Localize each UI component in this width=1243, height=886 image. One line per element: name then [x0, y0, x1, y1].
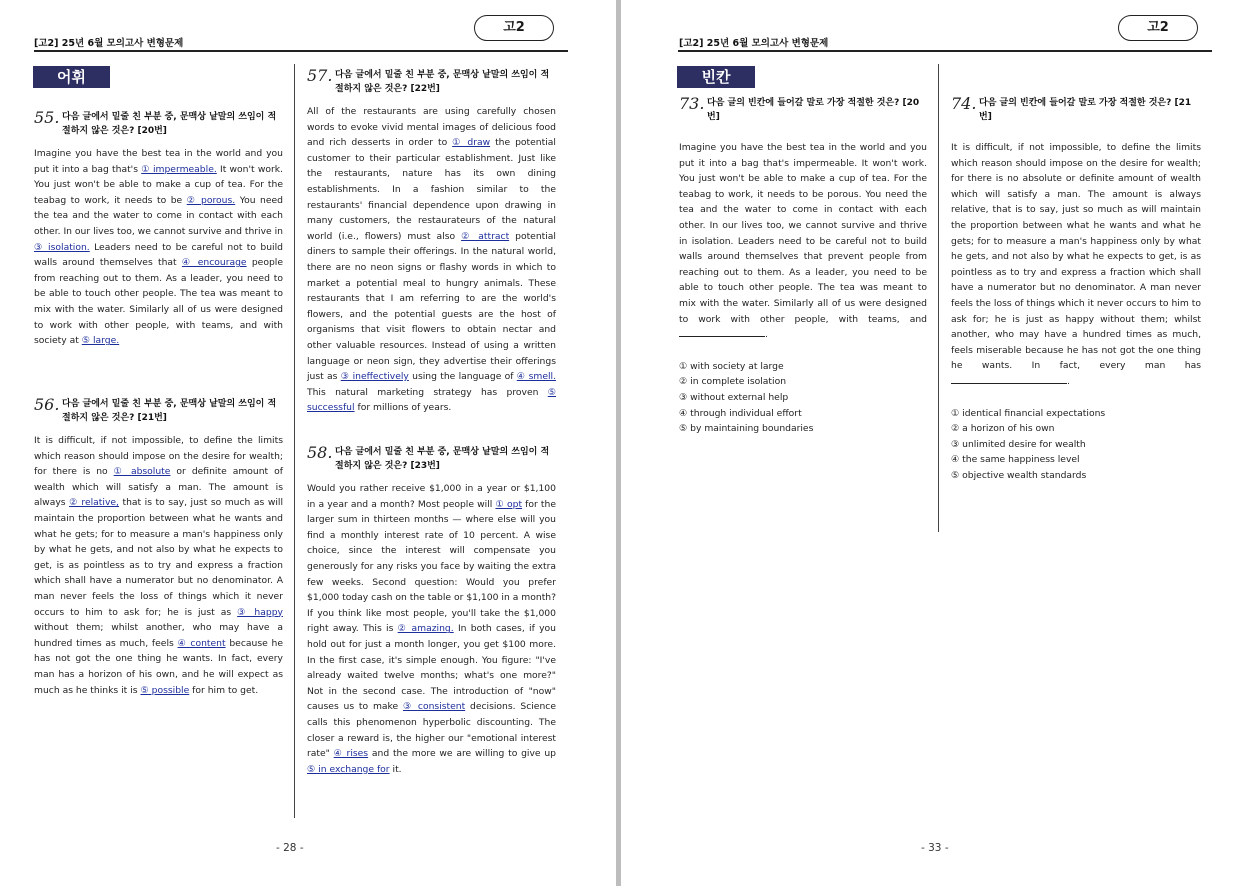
question-74 [951, 96, 1201, 483]
question-56 [34, 397, 283, 698]
choice-item: ⑤ by maintaining boundaries [679, 423, 814, 435]
question-number: 58. [307, 443, 333, 462]
question-prompt: 다음 글에서 밑줄 친 부분 중, 문맥상 낱말의 쓰임이 적절하지 않은 것은? [20번] [62, 112, 277, 136]
grade-badge: 고2 [474, 15, 554, 41]
column-divider [938, 64, 939, 532]
underlined-choice: ③ isolation. [34, 241, 90, 253]
underlined-choice: ① impermeable. [141, 163, 217, 175]
underlined-choice: ④ rises [333, 748, 369, 760]
underlined-choice: ③ consistent [402, 701, 466, 713]
column-divider [294, 64, 295, 818]
question-number: 74. [951, 94, 977, 113]
passage: It is difficult, if not impossible, to define the limits which reason should impose on the desire for wealth; for there is no absolute or definite amount of wealth which will satisfy a man. The amount is always relative, that is to say, just so much as will maintain the proportion between what he wants and what he gets; for to measure a man's happiness only by what he gets, and not also by what he expects to get, is as pointless as to try and express a fraction which shall have a numerator but no denominator. A man never feels the loss of things which it never occurs to him to ask for; he is just as happy without them; whilst another, who may have a hundred times as much, feels miserable because he has not got the one thing he wants. In fact, every man has . [951, 142, 1201, 387]
underlined-choice: ⑤ in exchange for [307, 763, 390, 775]
question-55 [34, 110, 283, 349]
choice-item: ① with society at large [679, 360, 784, 372]
passage: Imagine you have the best tea in the world and you put it into a bag that's ① impermeable. It won't work. You just won't be able to make a cup of tea. For the teabag to work, it needs to be ② porous. You need the tea and the water to come in contact with each other. In our lives too, we cannot survive and thrive in ③ isolation. Leaders need to be careful not to build walls around themselves that ④ encourage people from reaching out to them. As a leader, you need to be able to touch other people. The tea was meant to mix with the water. Similarly all of us were designed to work with other people, with teams, and with society at ⑤ large. [34, 148, 284, 347]
question-prompt: 다음 글에서 밑줄 친 부분 중, 문맥상 낱말의 쓰임이 적절하지 않은 것은? [22번] [335, 70, 550, 94]
underlined-choice: ② porous. [186, 194, 236, 206]
choice-item: ② a horizon of his own [951, 423, 1055, 435]
answer-blank [951, 374, 1067, 384]
page-number: - 28 - [276, 842, 304, 854]
header-rule [34, 50, 568, 52]
underlined-choice: ④ smell. [516, 371, 556, 383]
choice-item: ① identical financial expectations [951, 407, 1106, 419]
underlined-choice: ② attract [461, 230, 510, 242]
underlined-choice: ① absolute [113, 466, 171, 478]
underlined-choice: ① draw [452, 137, 491, 149]
underlined-choice: ③ ineffectively [340, 371, 409, 383]
underlined-choice: ⑤ possible [140, 684, 190, 696]
underlined-choice: ③ happy [237, 606, 283, 618]
header-title: [고2] 25년 6월 모의고사 변형문제 [679, 38, 829, 49]
choice-item: ④ the same happiness level [951, 454, 1080, 466]
page-number: - 33 - [921, 842, 949, 854]
question-58 [307, 445, 556, 777]
header-rule [678, 50, 1212, 52]
right-page [621, 0, 1243, 886]
passage: Would you rather receive $1,000 in a year or $1,100 in a year and a month? Most people will ① opt for the larger sum in thirteen months — where else will you find a monthly interest rate of 10 percent. A wise choice, since the interest will compensate you generously for any risks you face by waiting the extra few weeks. Second question: Would you prefer $1,000 today cash on the table or $1,100 in a month? If you think like most people, you'll take the $1,000 right away. This is ② amazing. In both cases, if you hold out for just a month longer, you get $100 more. In the first case, it's simple enough. You figure: "I've already waited twelve months; what's one more?" Not in the second case. The introduction of "now" causes us to make ③ consistent decisions. Science calls this phenomenon hyperbolic discounting. The closer a reward is, the higher our "emotional interest rate" ④ rises and the more we are willing to give up ⑤ in exchange for it. [307, 483, 557, 775]
choice-list [679, 359, 927, 437]
choice-item: ③ unlimited desire for wealth [951, 438, 1086, 450]
question-57 [307, 68, 556, 416]
choice-item: ④ through individual effort [679, 407, 802, 419]
grade-badge: 고2 [1118, 15, 1198, 41]
question-prompt: 다음 글의 빈칸에 들어갈 말로 가장 적절한 것은? [20번] [707, 98, 920, 122]
choice-item: ⑤ objective wealth standards [951, 469, 1087, 481]
question-73 [679, 96, 927, 437]
underlined-choice: ④ encourage [181, 257, 247, 269]
question-prompt: 다음 글에서 밑줄 친 부분 중, 문맥상 낱말의 쓰임이 적절하지 않은 것은? [21번] [62, 399, 277, 423]
underlined-choice: ④ content [177, 637, 226, 649]
passage: All of the restaurants are using carefully chosen words to evoke vivid mental images of delicious food and rich desserts in order to ① draw the potential customer to their particular establishment. Just like the restaurants, nature has its own dining establishments. In a fashion similar to the restaurants' financial dependence upon drawing in many customers, the restaurateurs of the natural world (i.e., flowers) must also ② attract potential diners to sample their offerings. In the natural world, there are no neon signs or flashy words in which to market a potential meal to hungry animals. These restaurants that I am referring to are the world's flowers, and the potential guests are the host of organisms that visit flowers to obtain nectar and other valuable resources. Instead of using a written language or neon sign, they advertise their offerings just as ③ ineffectively using the language of ④ smell. This natural marketing strategy has proven ⑤ successful for millions of years. [307, 106, 556, 414]
header-title: [고2] 25년 6월 모의고사 변형문제 [34, 38, 184, 49]
underlined-choice: ② relative, [69, 497, 119, 509]
question-prompt: 다음 글에서 밑줄 친 부분 중, 문맥상 낱말의 쓰임이 적절하지 않은 것은? [23번] [335, 447, 550, 471]
question-number: 57. [307, 66, 333, 85]
choice-item: ③ without external help [679, 391, 789, 403]
question-prompt: 다음 글의 빈칸에 들어갈 말로 가장 적절한 것은? [21번] [979, 98, 1192, 122]
underlined-choice: ⑤ large. [81, 335, 120, 347]
underlined-choice: ⑤ successful [307, 386, 556, 414]
passage: It is difficult, if not impossible, to define the limits which reason should impose on the desire for wealth; for there is no ① absolute or definite amount of wealth which will satisfy a man. The amount is always ② relative, that is to say, just so much as will maintain the proportion between what he wants and what he gets; for to measure a man's happiness only by what he gets, and not also by what he expects to get, is as pointless as to try and express a fraction which shall have a numerator but no denominator. A man never feels the loss of things which it never occurs to him to ask for; he is just as ③ happy without them; whilst another, who may have a hundred times as much, feels ④ content because he has not got the one thing he wants. In fact, every man has a horizon of his own, and he will expect as much as he thinks it is ⑤ possible for him to get. [34, 435, 283, 696]
underlined-choice: ② amazing. [397, 623, 454, 635]
question-number: 73. [679, 94, 705, 113]
section-tag: 빈칸 [677, 66, 755, 88]
question-number: 56. [34, 395, 60, 414]
passage: Imagine you have the best tea in the world and you put it into a bag that's impermeable. It won't work. You just won't be able to make a cup of tea. For the teabag to work, it needs to be porous. You need the tea and the water to come in contact with each other. In our lives too, we cannot survive and thrive in isolation. Leaders need to be careful not to build walls around themselves that prevent people from reaching out to them. As a leader, you need to be able to touch other people. The tea was meant to mix with the water. Similarly all of us were designed to work with other people, with teams, and . [679, 142, 927, 341]
section-tag: 어휘 [33, 66, 110, 88]
choice-list [951, 406, 1201, 484]
underlined-choice: ① opt [495, 498, 523, 510]
question-number: 55. [34, 108, 60, 127]
choice-item: ② in complete isolation [679, 376, 787, 388]
left-page [0, 0, 616, 886]
answer-blank [679, 327, 765, 337]
